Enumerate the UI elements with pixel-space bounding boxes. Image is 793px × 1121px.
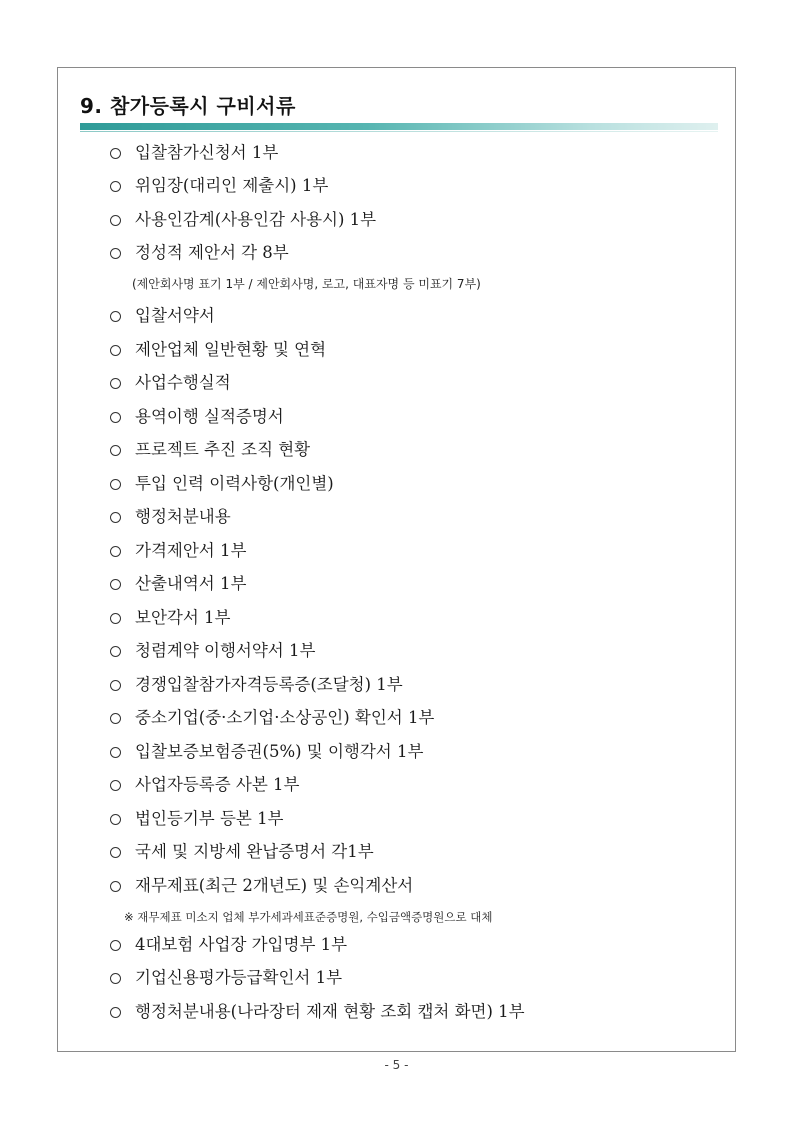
- list-item: [110, 505, 231, 529]
- circle-bullet-icon: [110, 248, 121, 259]
- list-item-text: 위임장(대리인 제출시) 1부: [135, 176, 329, 195]
- circle-bullet-icon: [110, 973, 121, 984]
- list-item: [110, 606, 230, 630]
- list-item-text: 프로젝트 추진 조직 현황: [135, 440, 311, 459]
- list-item: [110, 539, 246, 563]
- list-item: [110, 773, 299, 797]
- list-item: [110, 1000, 525, 1024]
- circle-bullet-icon: [110, 940, 121, 951]
- circle-bullet-icon: [110, 412, 121, 423]
- list-item-text: 중소기업(중·소기업·소상공인) 확인서 1부: [135, 708, 435, 727]
- list-item: [110, 673, 403, 697]
- circle-bullet-icon: [110, 713, 121, 724]
- list-item: [110, 740, 423, 764]
- circle-bullet-icon: [110, 814, 121, 825]
- list-item: [110, 874, 413, 898]
- list-item-text: 사용인감계(사용인감 사용시) 1부: [135, 210, 377, 229]
- list-item-text: 행정처분내용: [135, 507, 231, 526]
- list-item: [110, 371, 231, 395]
- circle-bullet-icon: [110, 345, 121, 356]
- list-item-text: 경쟁입찰참가자격등록증(조달청) 1부: [135, 675, 403, 694]
- list-item-text: 보안각서 1부: [135, 608, 231, 627]
- list-item-text: 입찰참가신청서 1부: [135, 143, 279, 162]
- circle-bullet-icon: [110, 881, 121, 892]
- circle-bullet-icon: [110, 311, 121, 322]
- list-item-text: 가격제안서 1부: [135, 541, 247, 560]
- list-item-text: 투입 인력 이력사항(개인별): [135, 474, 334, 493]
- list-item-text: 재무제표(최근 2개년도) 및 손익계산서: [135, 876, 414, 895]
- list-item-text: 사업자등록증 사본 1부: [135, 775, 300, 794]
- list-item-text: 정성적 제안서 각 8부: [135, 243, 289, 262]
- circle-bullet-icon: [110, 445, 121, 456]
- list-item: [110, 338, 326, 362]
- list-item: [110, 472, 334, 496]
- list-item-text: 법인등기부 등본 1부: [135, 809, 284, 828]
- list-item-text: 산출내역서 1부: [135, 574, 247, 593]
- list-item-text: 4대보험 사업장 가입명부 1부: [135, 935, 348, 954]
- list-item-text: 청렴계약 이행서약서 1부: [135, 641, 316, 660]
- circle-bullet-icon: [110, 148, 121, 159]
- circle-bullet-icon: [110, 512, 121, 523]
- list-item: [110, 141, 278, 165]
- circle-bullet-icon: [110, 780, 121, 791]
- list-item: [110, 966, 342, 990]
- list-item-text: 입찰보증보험증권(5%) 및 이행각서 1부: [135, 742, 424, 761]
- list-item: [110, 572, 246, 596]
- circle-bullet-icon: [110, 646, 121, 657]
- circle-bullet-icon: [110, 215, 121, 226]
- circle-bullet-icon: [110, 378, 121, 389]
- financial-note: ※ 재무제표 미소지 업체 부가세과세표준증명원, 수입금액증명원으로 대체: [124, 910, 493, 924]
- list-item-text: 용역이행 실적증명서: [135, 407, 284, 426]
- circle-bullet-icon: [110, 747, 121, 758]
- list-item: [110, 639, 315, 663]
- circle-bullet-icon: [110, 613, 121, 624]
- page-number: - 5 -: [384, 1058, 409, 1072]
- section-title: 9. 참가등록시 구비서류: [80, 94, 296, 118]
- circle-bullet-icon: [110, 546, 121, 557]
- list-item: [110, 208, 376, 232]
- list-item: [110, 706, 434, 730]
- list-item-text: 행정처분내용(나라장터 제재 현황 조회 캡처 화면) 1부: [135, 1002, 525, 1021]
- list-item: [110, 840, 374, 864]
- list-item: [110, 438, 310, 462]
- list-item: [110, 304, 215, 328]
- circle-bullet-icon: [110, 847, 121, 858]
- circle-bullet-icon: [110, 579, 121, 590]
- list-item-text: 입찰서약서: [135, 306, 215, 325]
- list-item-text: 제안업체 일반현황 및 연혁: [135, 340, 327, 359]
- list-item: [110, 241, 289, 265]
- circle-bullet-icon: [110, 680, 121, 691]
- circle-bullet-icon: [110, 479, 121, 490]
- list-item: [110, 405, 284, 429]
- list-item: [110, 807, 284, 831]
- list-item: [110, 933, 347, 957]
- circle-bullet-icon: [110, 1007, 121, 1018]
- list-item: [110, 174, 328, 198]
- list-item-text: 사업수행실적: [135, 373, 231, 392]
- list-item-text: 국세 및 지방세 완납증명서 각1부: [135, 842, 374, 861]
- proposal-note: (제안회사명 표기 1부 / 제안회사명, 로고, 대표자명 등 미표기 7부): [132, 277, 481, 291]
- circle-bullet-icon: [110, 181, 121, 192]
- list-item-text: 기업신용평가등급확인서 1부: [135, 968, 343, 987]
